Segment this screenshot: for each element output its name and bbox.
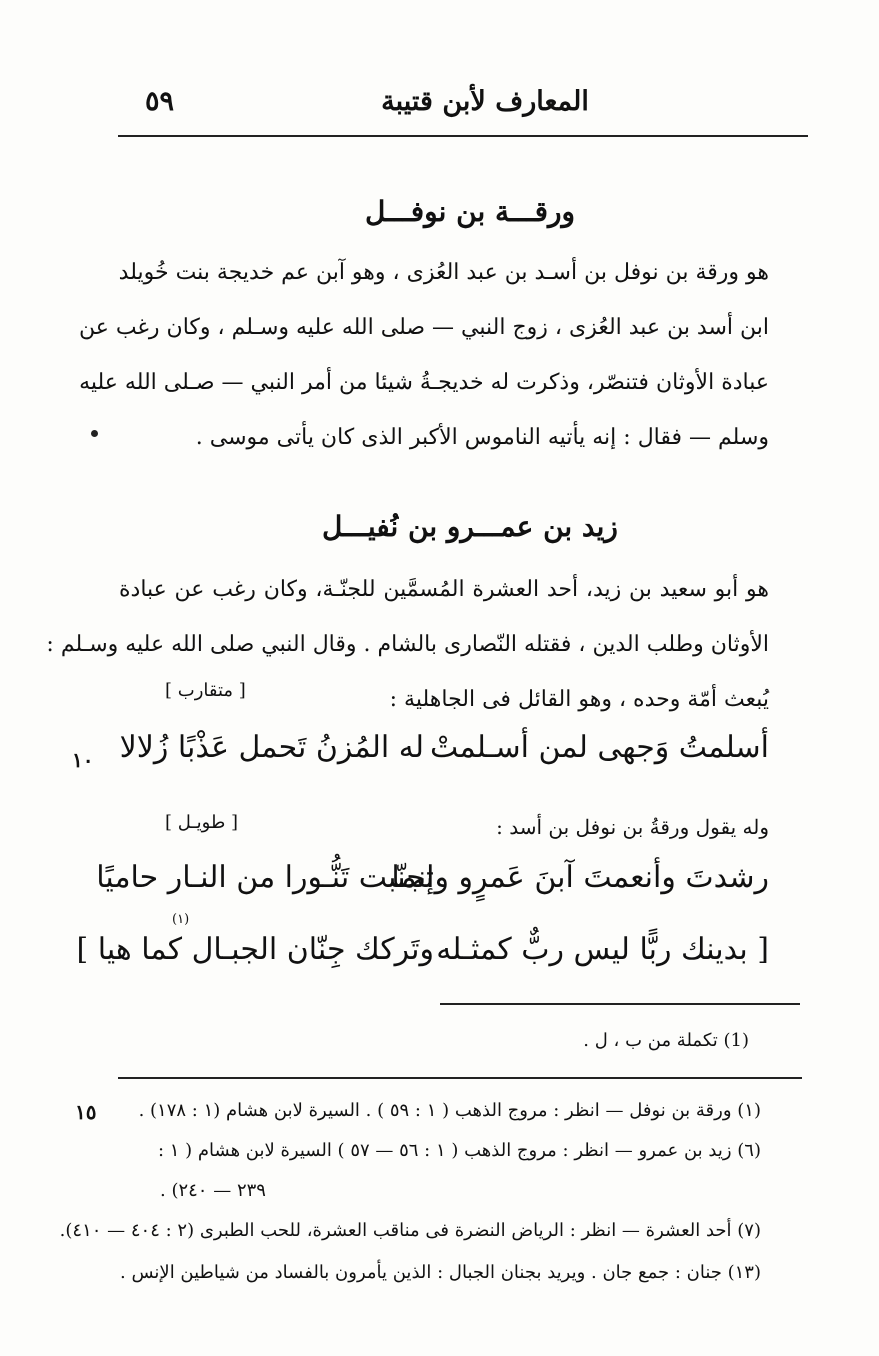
- page-number: ٥٩: [145, 86, 175, 117]
- running-header-title: المعارف لأبن قتيبة: [381, 86, 589, 117]
- verse-1-second-hemistich: له المُزنُ تَحمل عَذْبًا زُلالا: [119, 730, 424, 765]
- source-note: (٦) زيد بن عمرو — انظر : مروج الذهب ( ١ : ٥٦ — ٥٧ ) السيرة لابن هشام ( ١ :: [157, 1140, 761, 1161]
- verse-1-first-hemistich: أسلمتُ وَجهى لمن أسـلمتْ: [430, 730, 769, 765]
- margin-dot: [91, 430, 98, 437]
- section-heading-zayd: زيد بن عمـــرو بن نُفيـــل: [322, 510, 618, 543]
- verse-3-first-hemistich: [ بدينك ربًّا ليس ربٌّ كمثـله: [436, 932, 769, 967]
- footnote-rule-short: [440, 1003, 800, 1005]
- section-heading-waraqa: ورقـــة بن نوفـــل: [364, 195, 576, 228]
- footnote-rule-long: [118, 1077, 802, 1079]
- paragraph-line: ابن أسد بن عبد العُزى ، زوج النبي — صلى الله عليه وسـلم ، وكان رغب عن: [78, 315, 769, 340]
- meter-label-mutaqarib: [ متقارب ]: [165, 680, 246, 701]
- source-note: (١٣) جنان : جمع جان . ويريد بجنان الجبال : الذين يأمرون بالفساد من شياطين الإنس .: [120, 1262, 761, 1283]
- paragraph-line: هو ورقة بن نوفل بن أسـد بن عبد العُزى ، وهو آبن عم خديجة بنت خُويلد: [118, 260, 769, 285]
- verse-2-second-hemistich: تجنّبت تَنُّـورا من النـار حاميًا: [96, 860, 434, 895]
- paragraph-line: الأوثان وطلب الدين ، فقتله النّصارى بالشام . وقال النبي صلى الله عليه وسـلم :: [46, 632, 769, 657]
- paragraph-line: عبادة الأوثان فتنصّر، وذكرت له خديجـةُ شيئا من أمر النبي — صـلى الله عليه: [79, 370, 769, 395]
- footnote-marker: (١): [172, 912, 190, 927]
- paragraph-zayd: [46, 562, 769, 727]
- footnote-inner: (1) تكملة من ب ، ل .: [583, 1030, 749, 1051]
- margin-line-number-10: ١٠: [72, 748, 94, 772]
- paragraph-line: هو أبو سعيد بن زيد، أحد العشرة المُسمَّين للجنّـة، وكان رغب عن عبادة: [119, 577, 769, 602]
- source-note: (٧) أحد العشرة — انظر : الرياض النضرة فى مناقب العشرة، للحب الطبرى (٢ : ٤٠٤ — ٤١٠).: [59, 1220, 761, 1241]
- source-note-continuation: ٢٣٩ — ٢٤٠) .: [160, 1180, 266, 1201]
- paragraph-line: وسلم — فقال : إنه يأتيه الناموس الأكبر الذى كان يأتى موسى .: [195, 425, 769, 450]
- verse-intro: وله يقول ورقةُ بن نوفل بن أسد :: [496, 815, 769, 839]
- header-rule: [118, 135, 808, 137]
- verse-3-second-hemistich: وتَركك جِنّان الجبـال كما هيا ]: [76, 932, 434, 967]
- source-note: (١) ورقة بن نوفل — انظر : مروج الذهب ( ١ : ٥٩ ) . السيرة لابن هشام (١ : ١٧٨) .: [138, 1100, 761, 1121]
- margin-line-number-15: ١٥: [75, 1100, 97, 1124]
- verse-2-first-hemistich: رشدتَ وأنعمتَ آبنَ عَمرٍو وإنما: [391, 860, 769, 895]
- meter-label-tawil: [ طويـل ]: [165, 812, 239, 833]
- paragraph-waraqa: [78, 245, 769, 465]
- paragraph-line: يُبعث أمّة وحده ، وهو القائل فى الجاهلية :: [389, 687, 769, 712]
